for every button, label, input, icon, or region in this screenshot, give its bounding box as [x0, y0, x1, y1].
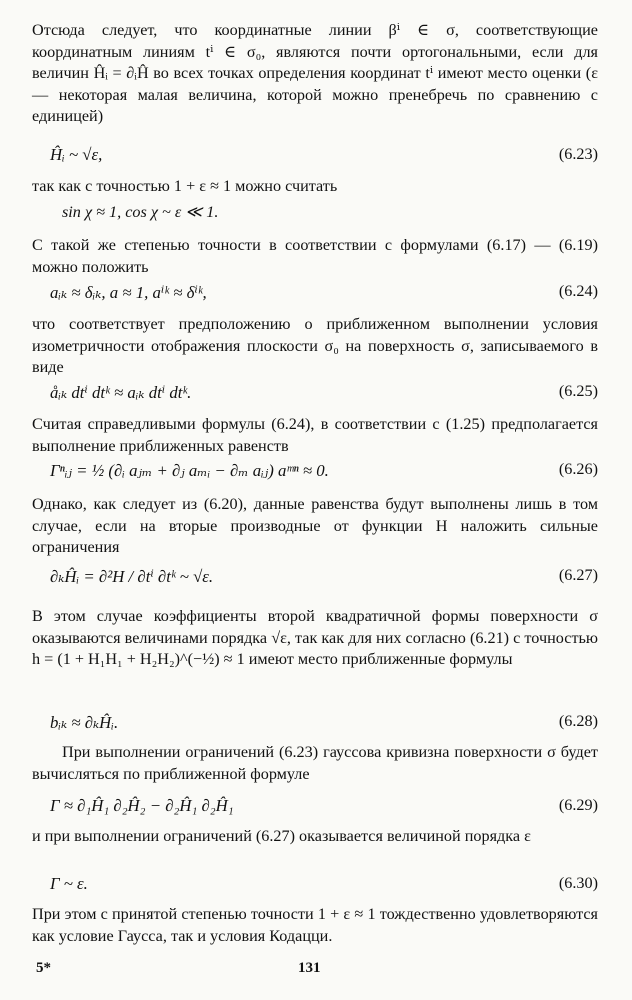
equation-number: (6.23): [558, 145, 598, 163]
equation-6-26: [50, 460, 598, 486]
formula: Γ ~ ε.: [50, 874, 88, 893]
formula: aᵢₖ ≈ δᵢₖ, a ≈ 1, aⁱᵏ ≈ δⁱᵏ,: [50, 283, 207, 302]
equation-number: (6.29): [558, 796, 598, 814]
equation-number: (6.26): [558, 460, 598, 478]
formula: Γ ≈ ∂₁Ĥ₁ ∂₂Ĥ₂ − ∂₂Ĥ₁ ∂₂Ĥ₁: [50, 796, 234, 815]
equation-6-23: [50, 145, 598, 171]
paragraph-second-form: В этом случае коэффициенты второй квадратичной формы поверхности σ оказываются величинами порядка √ε, так как для них согласно (6.21) с точностью h = (1 + H₁H₁ + H₂H₂)^(−½) ≈ 1 имеют место приближенные формулы: [32, 607, 598, 668]
paragraph-same-accuracy: С такой же степенью точности в соответствии с формулами (6.17) — (6.19) можно положить: [32, 236, 598, 276]
equation-6-28: [50, 712, 598, 738]
equation-number: (6.30): [558, 874, 598, 892]
paragraph-codazzi: При этом с принятой степенью точности 1 + ε ≈ 1 тождественно удовлетворяются как условие Гаусса, так и условия Кодацци.: [32, 905, 598, 945]
equation-6-27: [50, 566, 598, 592]
paragraph-approx-equalities: Считая справедливыми формулы (6.24), в соответствии с (1.25) предполагается выполнение приближенных равенств: [32, 415, 598, 455]
paragraph-isometry: что соответствует предположению о приближенном выполнении условия изометричности отображения плоскости σ₀ на поверхность σ, записываемого в виде: [32, 315, 598, 376]
equation-number: (6.25): [558, 382, 598, 400]
equation-number: (6.27): [558, 566, 598, 584]
formula: Γⁿᵢⱼ = ½ (∂ᵢ aⱼₘ + ∂ⱼ aₘᵢ − ∂ₘ aᵢⱼ) aᵐⁿ ≈ 0.: [50, 461, 329, 480]
paragraph-gauss-curvature: При выполнении ограничений (6.23) гауссова кривизна поверхности σ будет вычисляться по приближенной формуле: [32, 743, 598, 783]
formula: Ĥᵢ ~ √ε,: [50, 145, 103, 164]
page-number: 131: [298, 960, 321, 976]
equation-6-29: [50, 796, 598, 822]
formula: åᵢₖ dtⁱ dtᵏ ≈ aᵢₖ dtⁱ dtᵏ.: [50, 383, 192, 402]
equation-sin-cos: sin χ ≈ 1, cos χ ~ ε ≪ 1.: [62, 203, 219, 221]
equation-6-25: [50, 382, 598, 408]
formula: ∂ₖĤᵢ = ∂²H / ∂tⁱ ∂tᵏ ~ √ε.: [50, 567, 214, 586]
signature-mark: 5*: [36, 960, 51, 976]
paragraph-order-epsilon: и при выполнении ограничений (6.27) оказывается величиной порядка ε: [32, 827, 531, 845]
equation-6-30: [50, 874, 598, 900]
equation-number: (6.28): [558, 712, 598, 730]
formula: bᵢₖ ≈ ∂ₖĤᵢ.: [50, 713, 119, 732]
paragraph-restrictions: Однако, как следует из (6.20), данные равенства будут выполнены лишь в том случае, если на вторые производные от функции H наложить сильные ограничения: [32, 495, 598, 556]
paragraph-accuracy: так как с точностью 1 + ε ≈ 1 можно считать: [32, 177, 338, 195]
equation-6-24: [50, 282, 598, 308]
paragraph-intro: Отсюда следует, что координатные линии βⁱ ∈ σ, соответствующие координатным линиям tⁱ ∈ σ₀, являются почти ортогональными, если для величин Ĥᵢ = ∂ᵢĤ во всех точках определения координат tⁱ имеют место оценки (ε — некоторая малая величина, которой можно пренебречь по сравнению с единицей): [32, 21, 598, 125]
equation-number: (6.24): [558, 282, 598, 300]
